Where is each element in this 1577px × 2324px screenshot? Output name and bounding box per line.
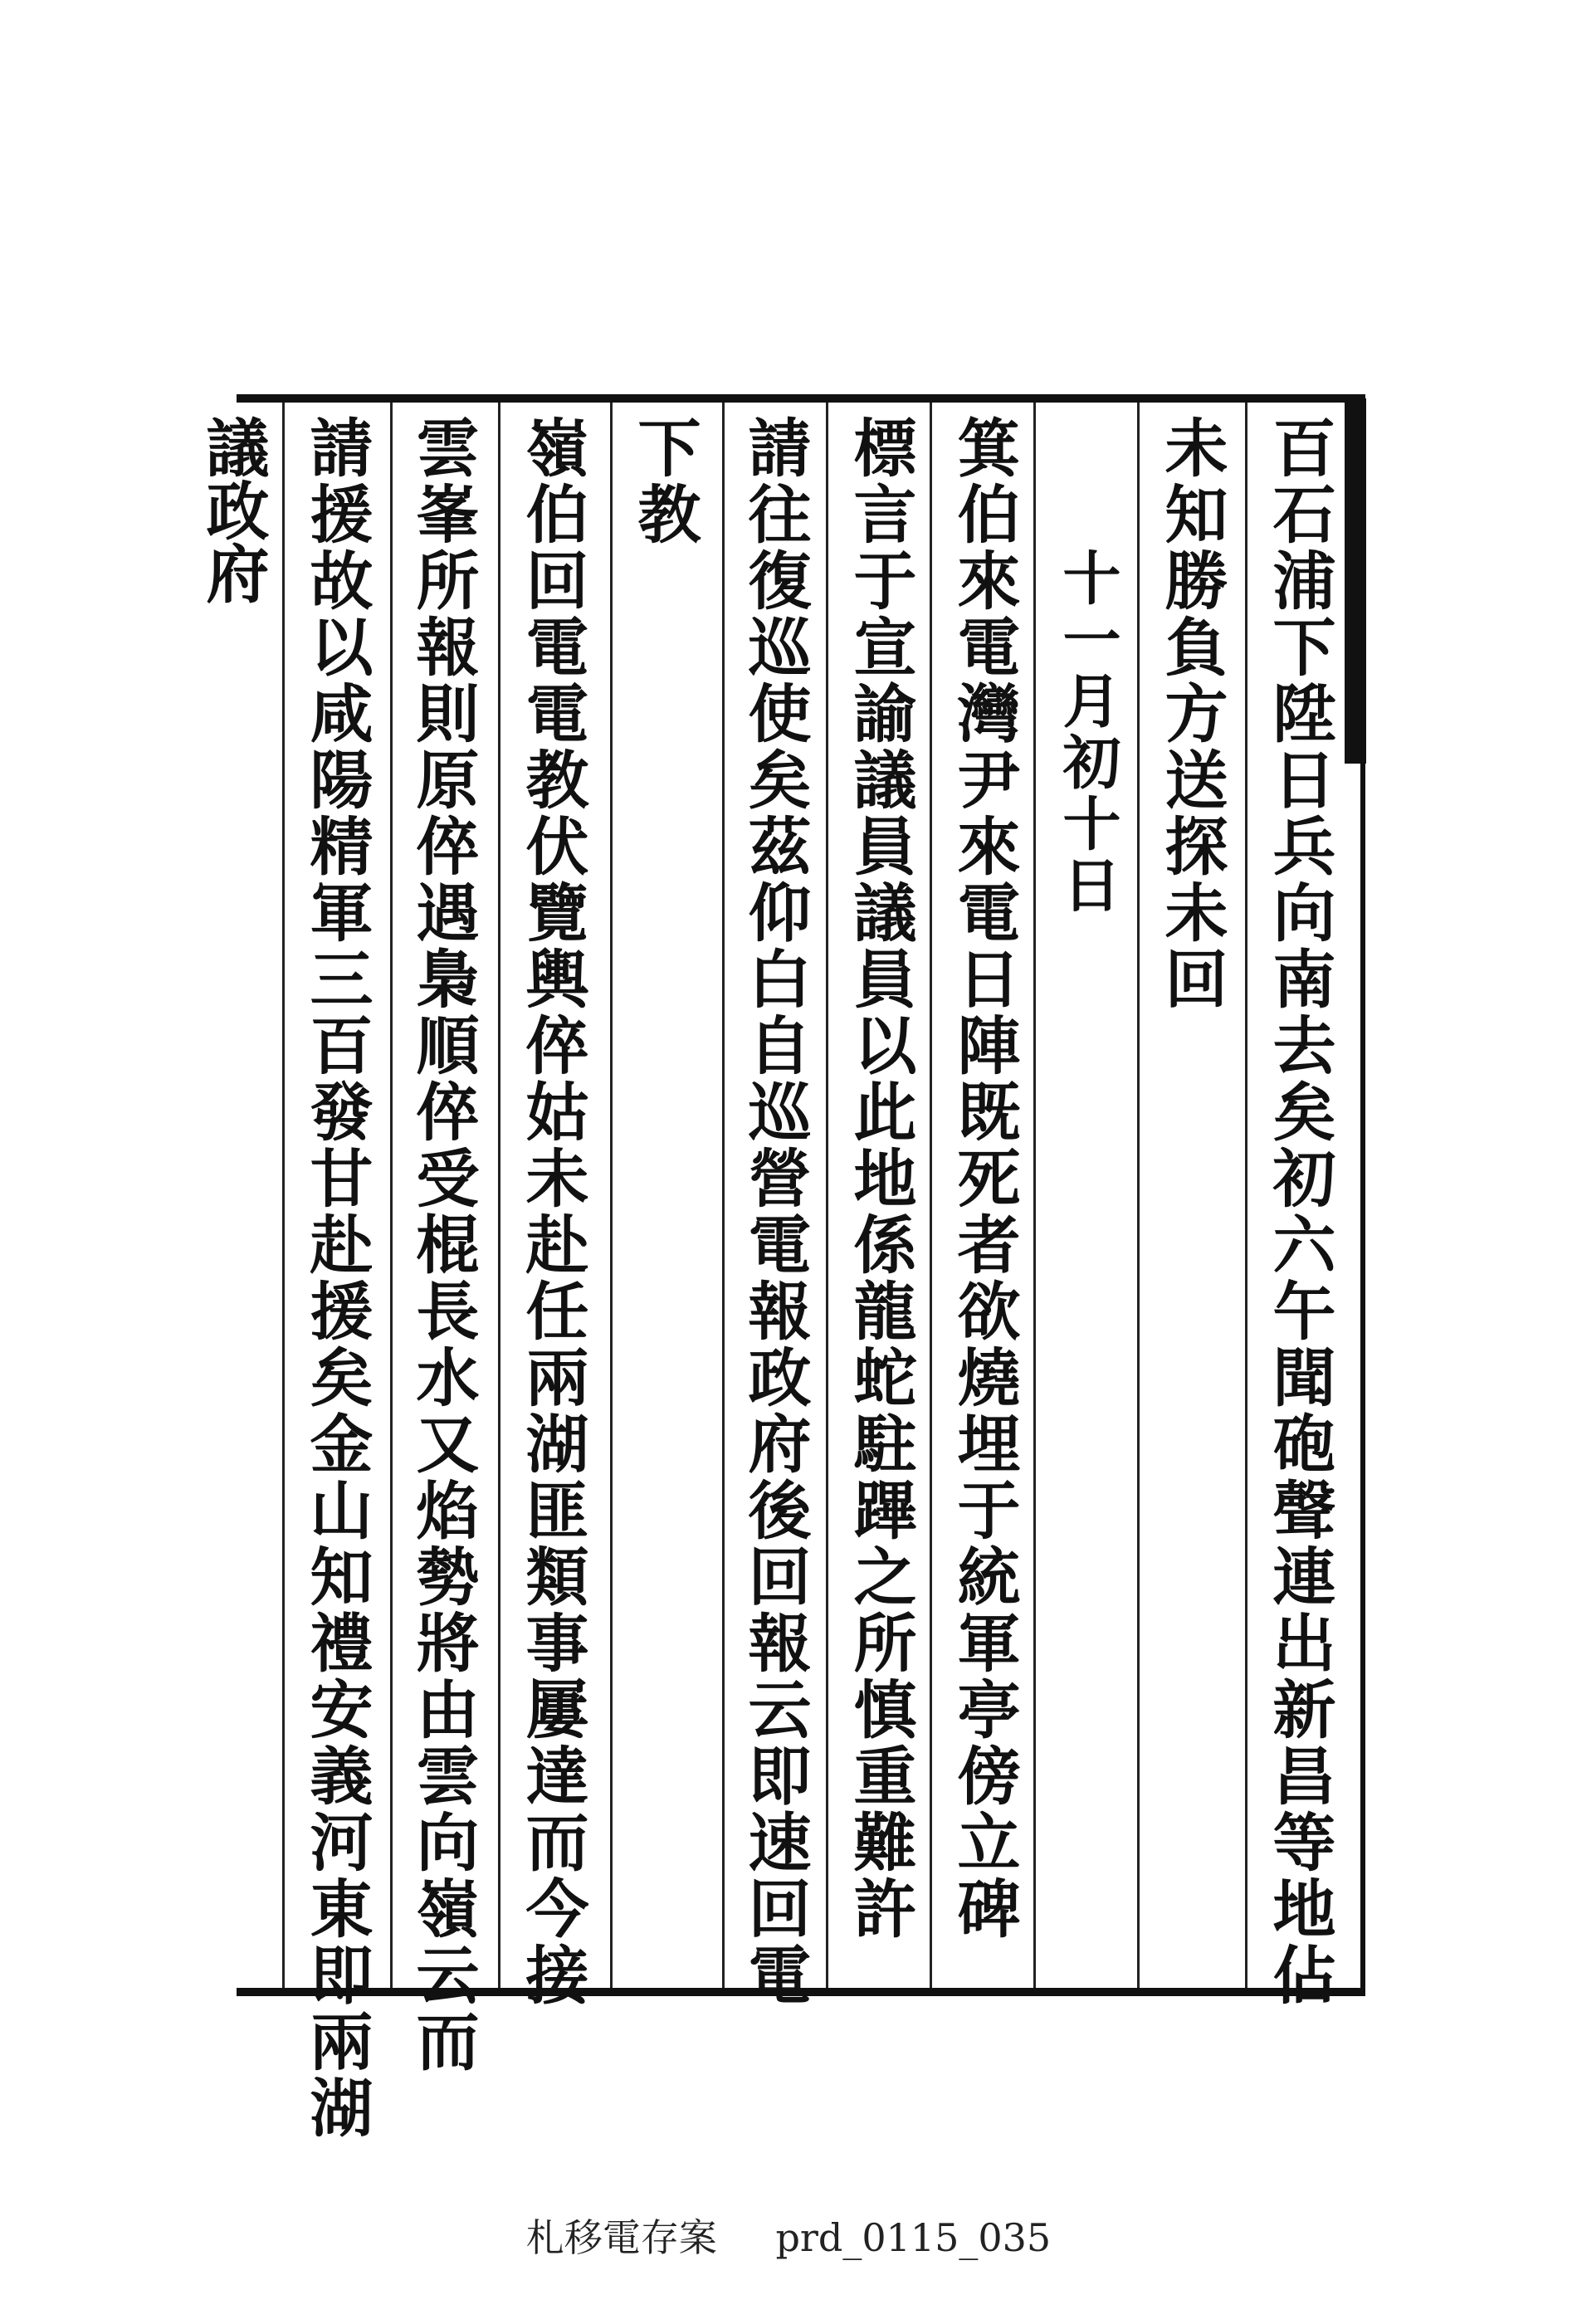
frame-black-band <box>1345 398 1366 764</box>
column-rule <box>1033 403 1036 1988</box>
column-rule <box>1137 403 1140 1988</box>
column-rule <box>1245 403 1247 1988</box>
text-column-8 <box>506 415 598 2009</box>
column-text: 雲峯所報則原倅遇梟順倅受棍長水又焰勢將由雲向嶺云而 <box>406 415 480 2075</box>
column-rule <box>722 403 725 1988</box>
date-text: 十一月初十日 <box>1053 548 1122 916</box>
edge-margin-fragment <box>196 415 282 730</box>
column-text: 請援故以咸陽精軍三百發甘赴援矣金山知禮安義河東即兩湖 <box>300 415 374 2141</box>
column-rule <box>930 403 932 1988</box>
column-rule <box>610 403 613 1988</box>
edge-fragment-text: 議政府 <box>196 415 270 604</box>
text-column-2 <box>1145 415 1237 1984</box>
column-text: 箕伯來電灣尹來電日陣既死者欲燒埋于統軍亭傍立碑 <box>947 415 1021 1942</box>
text-column-1 <box>1253 415 1345 2009</box>
column-text: 請往復巡使矣茲仰白自巡營電報政府後回報云即速回電 <box>738 415 812 2009</box>
text-column-4 <box>938 415 1029 1984</box>
date-column <box>1042 415 1133 1984</box>
caption-title: 札移電存案 <box>525 2215 717 2260</box>
column-text: 百石浦下陞日兵向南去矣初六午聞砲聲連出新昌等地佔 <box>1262 415 1336 2009</box>
text-column-9 <box>397 415 488 2075</box>
page-caption <box>0 2208 1577 2263</box>
text-column-5 <box>834 415 925 1984</box>
text-column-10 <box>290 415 382 2141</box>
column-text: 嶺伯回電電教伏覽輿倅姑未赴任兩湖匪類事屢達而今接 <box>515 415 589 2009</box>
column-text: 未知勝負方送探未回 <box>1155 415 1228 1013</box>
column-text: 下教 <box>627 415 701 548</box>
column-rule <box>282 403 285 1988</box>
column-rule <box>826 403 828 1988</box>
text-column-6 <box>729 415 820 2009</box>
column-text: 標言于宣諭議員議員以此地係龍蛇駐蹕之所慎重難許 <box>843 415 917 1942</box>
text-column-7 <box>618 415 710 1984</box>
caption-code: prd_0115_035 <box>775 2215 1052 2260</box>
column-rule <box>498 403 500 1988</box>
column-rule <box>390 403 393 1988</box>
